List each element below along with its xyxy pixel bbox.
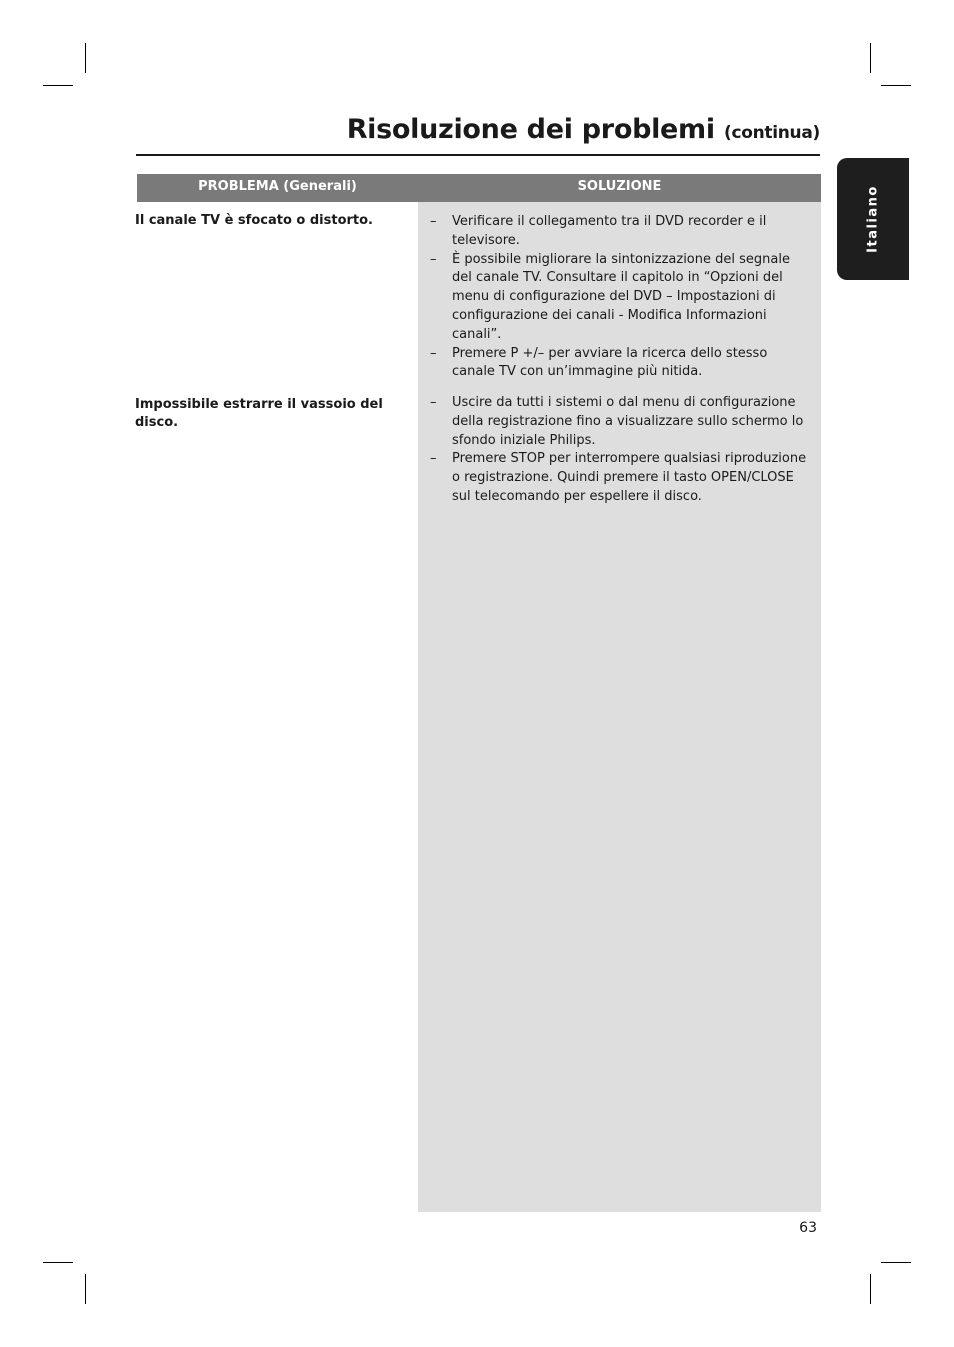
crop-mark: [85, 43, 86, 73]
problem-text: Il canale TV è sfocato o distorto.: [135, 213, 373, 228]
solution-dash: –: [430, 214, 437, 229]
page-number: 63: [799, 1220, 817, 1236]
crop-mark: [43, 1262, 73, 1263]
page-title: [347, 114, 820, 145]
solution-text: Premere P +/– per avviare la ricerca dello stesso canale TV con un’immagine più nitida.: [452, 345, 768, 380]
title-rule: [136, 154, 820, 156]
problem-text: Impossibile estrarre il vassoio del disco.: [135, 397, 383, 430]
crop-mark: [870, 1274, 871, 1304]
language-tab-label: Italiano: [865, 185, 881, 253]
solution-item: [430, 394, 812, 450]
table-header: [137, 174, 821, 202]
solution-dash: –: [430, 345, 437, 361]
solution-item: [430, 251, 812, 345]
crop-mark: [43, 85, 73, 86]
page-title-text: Risoluzione dei problemi: [346, 114, 715, 145]
solution-item: [430, 213, 812, 251]
solution-text: Verificare il collegamento tra il DVD recorder e il televisore.: [452, 214, 767, 248]
crop-mark: [870, 43, 871, 73]
solution-item: [430, 450, 812, 506]
solution-dash: –: [430, 395, 437, 410]
header-problem: PROBLEMA (Generali): [198, 179, 357, 194]
solution-text: Uscire da tutti i sistemi o dal menu di configurazione della registrazione fino a visualizzare sullo schermo lo sfondo iniziale Philips.: [452, 395, 804, 448]
solution-item: [430, 345, 812, 383]
crop-mark: [881, 85, 911, 86]
solution-text: Premere STOP per interrompere qualsiasi riproduzione o registrazione. Quindi premere il tasto OPEN/CLOSE sul telecomando per espellere il disco.: [452, 451, 807, 504]
crop-mark: [85, 1274, 86, 1304]
page-title-suffix: (continua): [723, 123, 820, 143]
crop-mark: [881, 1262, 911, 1263]
language-tab: [837, 158, 909, 280]
solution-dash: –: [430, 251, 437, 267]
header-solution: SOLUZIONE: [577, 179, 662, 194]
solution-list: [430, 394, 812, 507]
solution-dash: –: [430, 451, 437, 467]
solution-text: È possibile migliorare la sintonizzazione del segnale del canale TV. Consultare il capitolo in “Opzioni del menu di configurazione del DVD – Impostazioni di configurazione dei canali - Modifica Informazioni canali”.: [452, 251, 790, 342]
solution-list: [430, 213, 812, 382]
